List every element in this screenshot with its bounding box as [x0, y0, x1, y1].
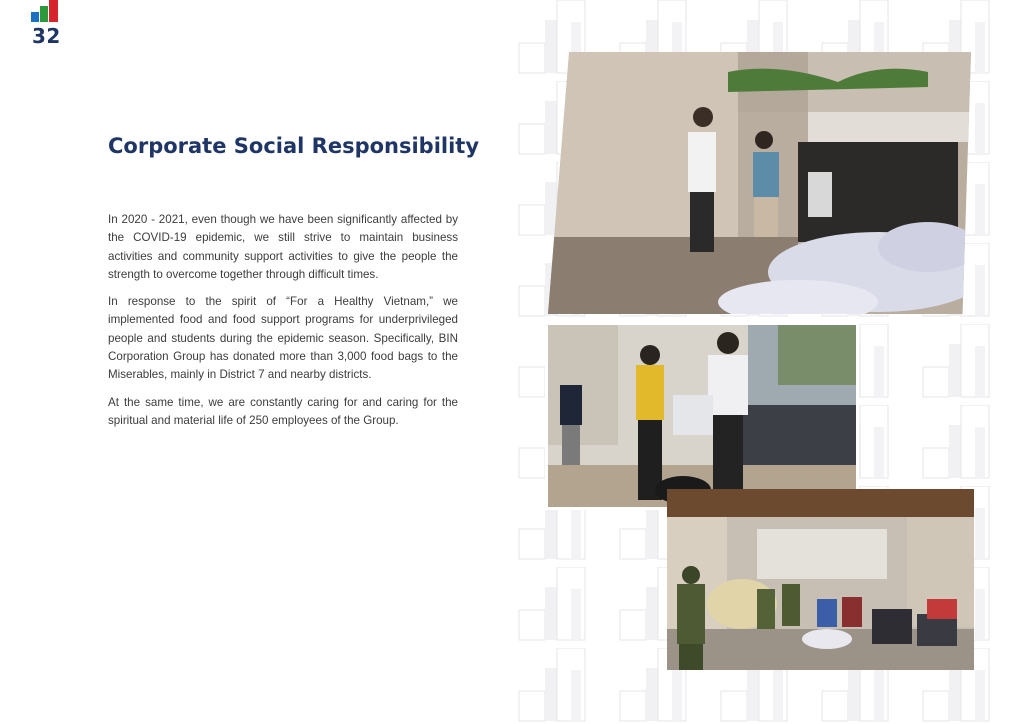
paragraph-2: In response to the spirit of “For a Healthy Vietnam,” we implemented food and food support programs for underprivileged people and students during the epidemic season. Specifically, BIN Corporation Group has donated more than 3,000 food bags to the Miserables, mainly in District 7 and nearby districts. [108, 295, 458, 382]
paragraph-3: At the same time, we are constantly caring for and caring for the spiritual and material life of 250 employees of the Group. [108, 395, 458, 427]
paragraph-1: In 2020 - 2021, even though we have been significantly affected by the COVID-19 epidemic, we still strive to maintain business activities and community support activities to give the people the strength to overcome together through difficult times. [108, 213, 458, 281]
photo-donation-handover [548, 325, 856, 507]
photo-food-distribution [548, 52, 971, 314]
body-text [108, 211, 458, 439]
page-title: Corporate Social Responsibility [108, 134, 480, 158]
bar-logo-icon [31, 0, 59, 22]
page-number: 32 [32, 24, 61, 48]
photo-volunteers-lobby [667, 489, 974, 670]
